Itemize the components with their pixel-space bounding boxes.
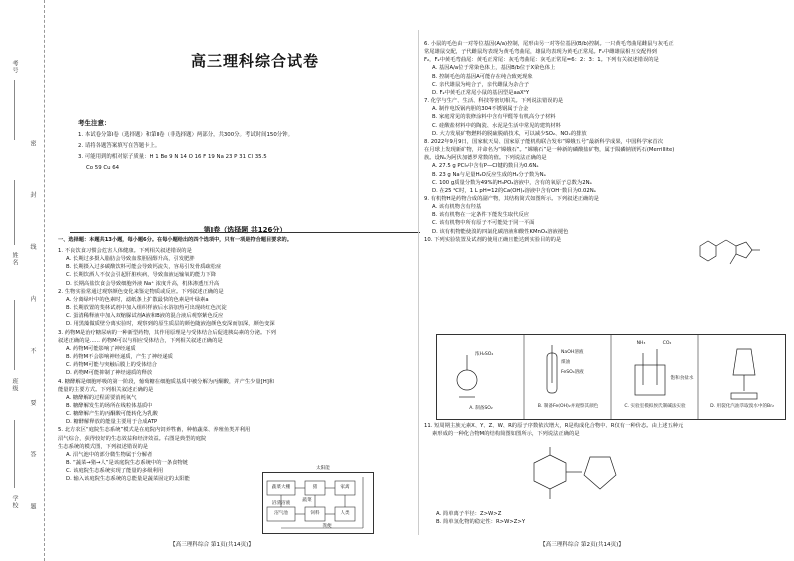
question-line: 2. 生物实验常通过观察颜色变化来鉴定物质或反应。下列叙述正确的是	[58, 288, 224, 295]
section-title: 第Ⅰ卷（选择题 共126分）	[203, 226, 287, 234]
option-c-caption: C. 实验室模拟侯氏制碱法实验	[624, 404, 686, 409]
question-line: D. 糖酵解释放的能量主要用于合成ATP	[66, 419, 158, 426]
notice-item: 3. 可能用到的相对原子质量：H 1 Be 9 N 14 O 16 F 19 Na 23 P 31 Cl 35.5	[78, 154, 267, 160]
question-line: 生态系统的模式图，下列叙述错误的是	[58, 443, 149, 450]
q11-stem: 11. 短周期主族元素X、Y、Z、W、R的原子序数依次增大，R是构成化合物中、R仅有一种价态。由上述五种元	[424, 423, 684, 429]
question-line: A. 药物M可能影响了神经递质	[66, 345, 136, 352]
ecosystem-diagram	[262, 466, 374, 534]
fig-label-human: 人类	[340, 511, 350, 516]
label-naoh: NaOH溶液	[561, 350, 584, 355]
question-line: 10. 下列实验装置及试剂的使用正确且能达到实验目的的是	[424, 236, 562, 243]
question-line: A. 分离绿叶中的色素时，滤纸条上扩散最快的色素是叶绿素a	[66, 296, 209, 303]
question-line: B. “蔬菜→猪→人”是该庭院生态系统中的一条食物链	[66, 460, 189, 467]
page-title: 高三理科综合试卷	[190, 52, 319, 70]
label-kerosene: 煤油	[561, 360, 571, 365]
school-label: 学校	[11, 495, 18, 509]
seal-line-text: 密 封 线 内 不 要 答 题	[29, 140, 36, 532]
question-line: A. 沼气池中的部分微生物属于分解者	[66, 451, 153, 458]
organic-compound-structure	[690, 226, 770, 276]
fig-label-greenhouse: 蔬菜大棚	[271, 485, 291, 490]
question-line: C. 100 g质量分数为49%的H₃PO₄溶液中，含有的氧原子总数为2Nₐ	[432, 179, 592, 186]
label-brine: 饱和食盐水	[670, 376, 694, 381]
fig-label-poultry: 家禽	[340, 485, 350, 490]
right-question-column	[424, 40, 784, 244]
question-line: 1. 不良饮食习惯会危害人体健康。下列相关叙述错误的是	[58, 248, 192, 254]
question-line: 5. 北方农区“庭院生态系统”模式是在庭院内饲养牲畜，种植蔬菜、养殖鱼类并利用	[58, 427, 251, 434]
question-line: B. 23 g Na与足量H₂O反应生成的H₂分子数为Nₐ	[432, 171, 546, 178]
notice-item: 2. 请将各题答案填写在答题卡上。	[78, 143, 161, 149]
fig-label-biogas-pit: 沼气池	[274, 511, 288, 516]
column-divider	[418, 30, 419, 535]
question-line: B. 长期放置的斐林试剂中加入组织样液后水浴加热可出现砖红色沉淀	[66, 305, 227, 312]
exam-number-line	[14, 80, 15, 140]
notice-item: 1. 本试卷分第Ⅰ卷（选择题）和第Ⅱ卷（非选择题）两部分，共300分。考试时间150分钟。	[78, 132, 293, 138]
question-line: B. 控制毛色的基因A可能存在纯合致死现象	[432, 73, 533, 80]
question-line: 6. 小鼠的毛色由一对等位基因(A/a)控制，尾形由另一对等位基因(B/b)控制。一只黄毛弯曲尾雌鼠与灰毛正	[424, 41, 674, 47]
name-line	[14, 180, 15, 245]
question-line: B. 糖酵解发生的场所在线粒体基质中	[66, 402, 153, 409]
question-line: D. 用黑藻做质壁分离实验时，观察到的原生质层的颜色随液泡颜色变深而加深，颜色变深	[66, 321, 275, 328]
option-d-caption: D. 用裂化汽油萃取溴水中的Br₂	[710, 404, 774, 409]
fig-label-manure: 粪便	[322, 524, 332, 529]
option-b-caption: B. 制备Fe(OH)₂并观察其颜色	[537, 404, 599, 409]
question-line: 族。设Nₐ为阿伏加德罗常数的值。下列说法正确的是	[424, 155, 547, 162]
label-co2: CO₂	[662, 341, 672, 346]
question-line: 3. 药物M是治疗糖尿病的一种新型药物，其作用原理是与受体结合后促进胰岛素的分泌。下列	[58, 329, 276, 336]
fig-label-pig: 猪	[312, 485, 318, 490]
fig-label-sun: 太阳能	[316, 466, 330, 471]
question-11	[424, 422, 784, 438]
question-line: 能量的主要方式。下列相关叙述正确的是	[58, 386, 154, 393]
option-a-caption: A. 制备SO₂	[469, 406, 493, 411]
question-line: D. F₂中黄毛正常尾小鼠的基因型是aaXᵇY	[432, 89, 530, 96]
question-line: 7. 化学与生产、生活、科技等密切相关。下列说法错误的是	[424, 98, 564, 105]
section-rule	[70, 232, 420, 233]
question-line: D. 该有机物能使溴的四氯化碳溶液和酸性KMnO₄溶液褪色	[432, 228, 569, 235]
label-feso4: FeSO₄溶液	[561, 370, 584, 375]
question-line: A. 基因A/a位于常染色体上，基因B/b位于X染色体上	[432, 65, 556, 72]
question-line: B. 该有机物在一定条件下能发生取代反应	[432, 212, 530, 219]
question-line: B. 家庭常见的装修涂料中含有甲醛等有机高分子材料	[432, 114, 556, 121]
compound-m-structure	[520, 445, 640, 505]
notice-item: Co 59 Cu 64	[86, 165, 120, 171]
question-line: 常尾雄鼠交配，子代雌鼠均表现为黄毛弯曲尾，雄鼠均表现为黄毛正常尾。F₁中雌雄鼠相互交配得到	[424, 49, 657, 56]
part-one-instruction: 一、选择题：本题共13小题，每小题6分。在每小题给出的四个选项中，只有一项是符合题目要求的。	[58, 237, 292, 243]
question-line: C. 硅酸盐材料中的陶瓷、水泥是生活中常见的建筑材料	[432, 122, 561, 129]
label-nh3: NH₃	[636, 341, 646, 346]
left-question-column	[58, 247, 418, 484]
question-line: C. 该庭院生态系统实现了能量的多级利用	[66, 468, 164, 475]
question-line: C. 蛋清稀释液中加入双缩脲试剂A液和B液的混合液后观察紫色反应	[66, 313, 224, 320]
question-line: 9. 有机物H是药物合成的副产物，其结构简式如图所示。下列叙述正确的是	[424, 195, 599, 202]
class-line	[14, 300, 15, 370]
notice-list	[78, 130, 293, 174]
question-line: 4. 糖酵解是细胞呼吸的第一阶段，葡萄糖在细胞质基质中被分解为丙酮酸，并产生少量[H]和	[58, 378, 275, 385]
q11-option-a: A. 简单离子半径：Z>W>Z	[436, 511, 502, 517]
question-line: C. 糖酵解产生的丙酮酸可能转化为乳酸	[66, 411, 158, 418]
question-line: A. 糖酵解的过程需要消耗氧气	[66, 394, 137, 401]
question-line: 叙述正确的是...... 药物M可以与相应受体结合，下列相关叙述正确的是	[58, 337, 223, 344]
apparatus-figure	[436, 334, 786, 420]
question-line: D. 药物M可能抑制了神经递质的释放	[66, 370, 153, 377]
name-label: 姓名	[11, 252, 18, 266]
school-line	[14, 420, 15, 488]
fig-label-feed: 饲料	[310, 511, 320, 516]
class-label: 班级	[11, 378, 18, 392]
footer-left: 【高三理科综合 第1页(共14页)】	[170, 542, 254, 548]
question-line: A. 该有机物含有羟基	[432, 204, 482, 211]
question-line: C. 该有机物中所有原子不可能处于同一平面	[432, 220, 535, 227]
question-line: F₂，F₂中黄毛弯曲尾：黄毛正常尾：灰毛弯曲尾：灰毛正常尾=6：2：3：1。下列有关叙述错误的是	[424, 57, 659, 64]
binding-margin	[0, 0, 45, 561]
q11-stem: 素形成的一种化合物M的结构简图如图所示，下列说法正确的是	[432, 431, 580, 438]
question-line: D. 长期高盐饮食会导致细胞外液 Na⁺ 浓度升高，机体渗透压升高	[66, 280, 220, 287]
question-line: B. 药物M不会影响神经递质，产生了神经递质	[66, 354, 173, 361]
q11-option-b: B. 简单氢化物的稳定性：R>W>Z>Y	[436, 519, 526, 526]
exam-number-label: 考号	[11, 60, 18, 74]
question-line: 8. 2022年9月9日，国家航天局、国家原子能机构联合发布“嫦娥五号”最新科学成果，中国科学家首次	[424, 138, 664, 145]
footer-right: 【高三理科综合 第2页(共14页)】	[540, 542, 624, 548]
question-11-options	[436, 510, 776, 526]
question-line: D. 在25 ℃时，1 L pH=12的Ca(OH)₂溶液中含有OH⁻数目为0.02Nₐ	[432, 187, 596, 194]
notice-heading: 考生注意：	[78, 119, 111, 127]
question-line: C. 亲代雄鼠为纯合子，亲代雌鼠为杂合子	[432, 81, 530, 88]
fig-label-vegetable: 蔬菜	[302, 498, 312, 503]
question-line: C. 长期饮酒人不仅会引起肝脏疾病，导致血液运输氧的能力下降	[66, 272, 217, 279]
question-line: A. 制作电饭锅内胆的304不锈钢属于合金	[432, 106, 529, 113]
question-line: B. 长期摄入过多碳酸饮料可能会导致钙流失，容易引发骨质疏松症	[66, 264, 222, 271]
question-line: A. 27.5 g PCl₃中含有P—Cl键的数目为0.6Nₐ	[432, 163, 539, 170]
question-line: 沼气综合，获得较好的生态效益和经济效益。右图是典型的庭院	[58, 435, 207, 442]
question-line: C. 药物M可能与突触后膜上的受体结合	[66, 362, 158, 369]
label-conc-sulfuric: 浓H₂SO₄	[475, 352, 494, 357]
question-line: 在月球上发现新矿物，并命名为“嫦娥石”。“嫦娥石”是一种新的磷酸盐矿物，属于陨磷钠镁钙石(Merrillite)	[424, 147, 675, 154]
question-line: D. 输入该庭院生态系统的总能量是蔬菜固定的太阳能	[66, 476, 190, 483]
fig-label-residue: 沼渣沼液	[271, 501, 291, 506]
question-line: A. 长期过多摄入脂肪会导致血浆胆固醇升高，引发肥胖	[66, 256, 195, 263]
question-line: D. 大力发展矿物燃料的脱硫脱硝技术，可以减少SO₂、NOₓ的排放	[432, 130, 587, 137]
